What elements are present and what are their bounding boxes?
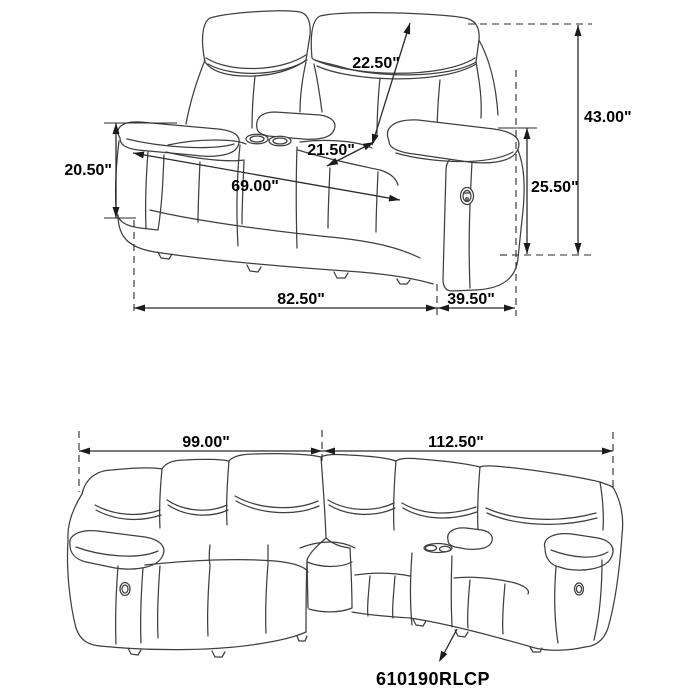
overall-width-label: 82.50" (277, 291, 325, 308)
seat-depth-label: 21.50" (307, 142, 355, 159)
overall-height-label: 43.00" (584, 109, 632, 126)
dim-seat-depth (307, 142, 374, 166)
seat-width-label: 69.00" (231, 178, 279, 195)
left-arm-pad (118, 122, 239, 156)
sectional-drawing (67, 454, 622, 657)
arm-height-label: 25.50" (531, 179, 579, 196)
overall-depth-label: 39.50" (447, 291, 495, 308)
sectional-console-lid (448, 528, 493, 549)
console-lid (257, 112, 335, 139)
power-recline-button (461, 188, 474, 205)
dim-seat-width (133, 152, 400, 202)
sectional-console-cupholders (424, 544, 452, 553)
right-arm-body (443, 148, 524, 291)
sectional-left-power-button (120, 583, 130, 596)
right-section-width-label: 112.50" (428, 434, 484, 451)
left-height-label: 20.50" (64, 162, 112, 179)
left-section-width-label: 99.00" (182, 434, 230, 451)
model-number-callout (376, 629, 490, 689)
model-number-label: 610190RLCP (375, 669, 491, 689)
dim-sectional-widths (79, 430, 613, 492)
back-height-label: 22.50" (352, 55, 400, 72)
sectional-right-power-button (575, 583, 584, 595)
